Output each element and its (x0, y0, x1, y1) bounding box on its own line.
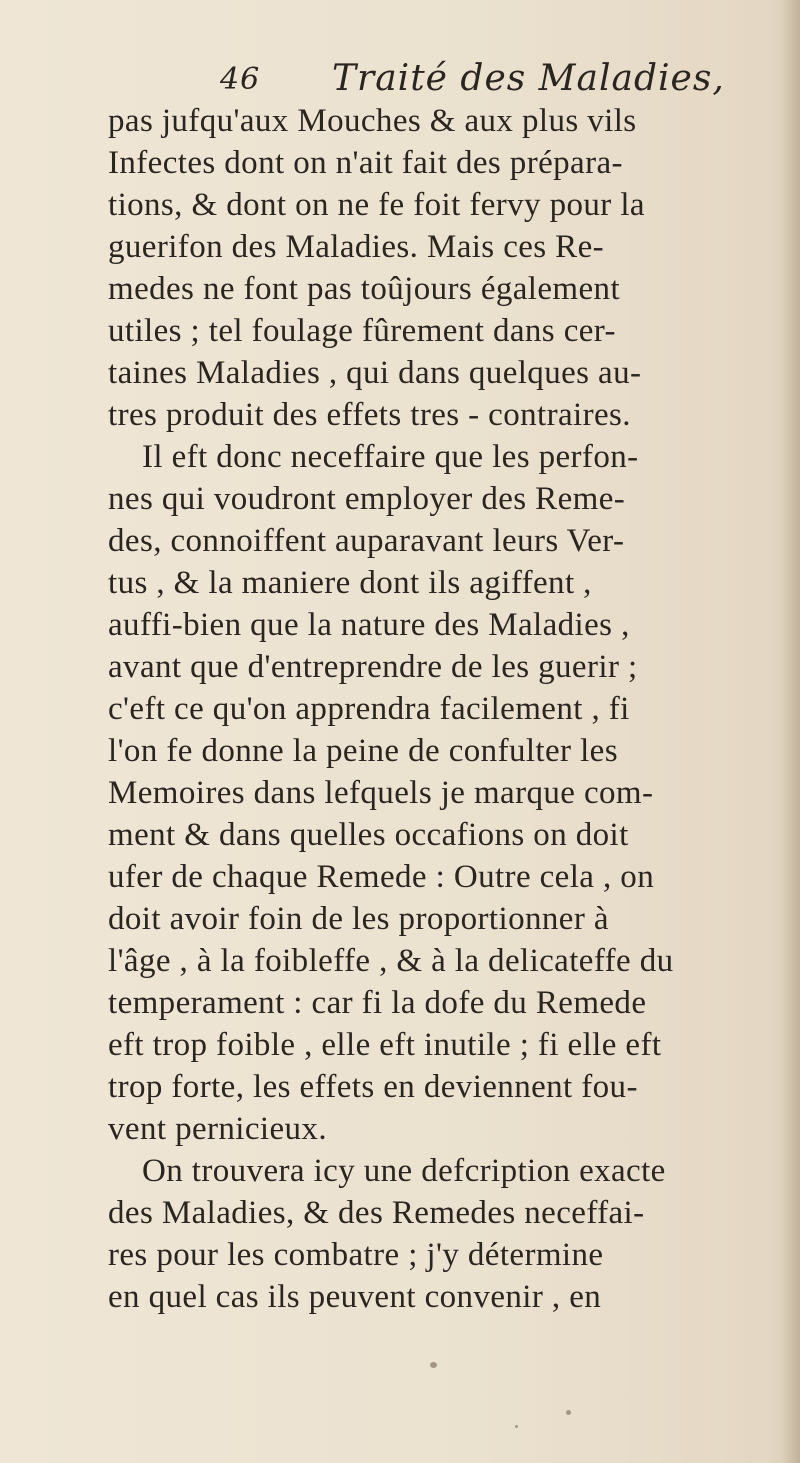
paper-speck (566, 1410, 571, 1415)
text-line: c'eft ce qu'on apprendra facilement , fi (108, 691, 630, 727)
text-line: des, connoiffent auparavant leurs Ver- (108, 523, 625, 559)
text-line: des Maladies, & des Remedes neceffai- (108, 1195, 645, 1231)
text-line: ufer de chaque Remede : Outre cela , on (108, 859, 655, 895)
body-text (108, 100, 788, 1318)
text-line: guerifon des Maladies. Mais ces Re- (108, 229, 605, 265)
text-line: l'âge , à la foibleffe , & à la delicateffe du (108, 943, 674, 979)
text-line: doit avoir foin de les proportionner à (108, 901, 609, 937)
text-line: taines Maladies , qui dans quelques au- (108, 355, 642, 391)
text-line: ment & dans quelles occafions on doit (108, 817, 629, 853)
text-line: Infectes dont on n'ait fait des prépara- (108, 145, 623, 181)
text-line: nes qui voudront employer des Reme- (108, 481, 626, 517)
text-line: res pour les combatre ; j'y détermine (108, 1237, 604, 1273)
text-line: trop forte, les effets en deviennent fou- (108, 1069, 638, 1105)
paper-speck (515, 1425, 518, 1428)
paragraph-start-line: On trouvera icy une defcription exacte (142, 1153, 666, 1189)
text-line: l'on fe donne la peine de confulter les (108, 733, 618, 769)
text-line: temperament : car fi la dofe du Remede (108, 985, 647, 1021)
text-line: Memoires dans lefquels je marque com- (108, 775, 654, 811)
paragraph-start-line: Il eft donc neceffaire que les perfon- (142, 439, 639, 475)
text-line: vent pernicieux. (108, 1111, 327, 1147)
text-line: auffi-bien que la nature des Maladies , (108, 607, 630, 643)
text-line: avant que d'entreprendre de les guerir ; (108, 649, 638, 685)
text-line: tions, & dont on ne fe foit fervy pour la (108, 187, 645, 223)
page-number: 46 (220, 62, 261, 97)
text-line: utiles ; tel foulage fûrement dans cer- (108, 313, 616, 349)
text-line: medes ne font pas toûjours également (108, 271, 621, 307)
text-line: pas jufqu'aux Mouches & aux plus vils (108, 103, 637, 139)
paper-speck (430, 1362, 437, 1368)
running-title: Traité des Maladies, (332, 58, 725, 99)
text-line: tres produit des effets tres - contraires. (108, 397, 631, 433)
text-line: tus , & la maniere dont ils agiffent , (108, 565, 592, 601)
text-line: en quel cas ils peuvent convenir , en (108, 1279, 602, 1315)
text-line: eft trop foible , elle eft inutile ; fi elle eft (108, 1027, 662, 1063)
